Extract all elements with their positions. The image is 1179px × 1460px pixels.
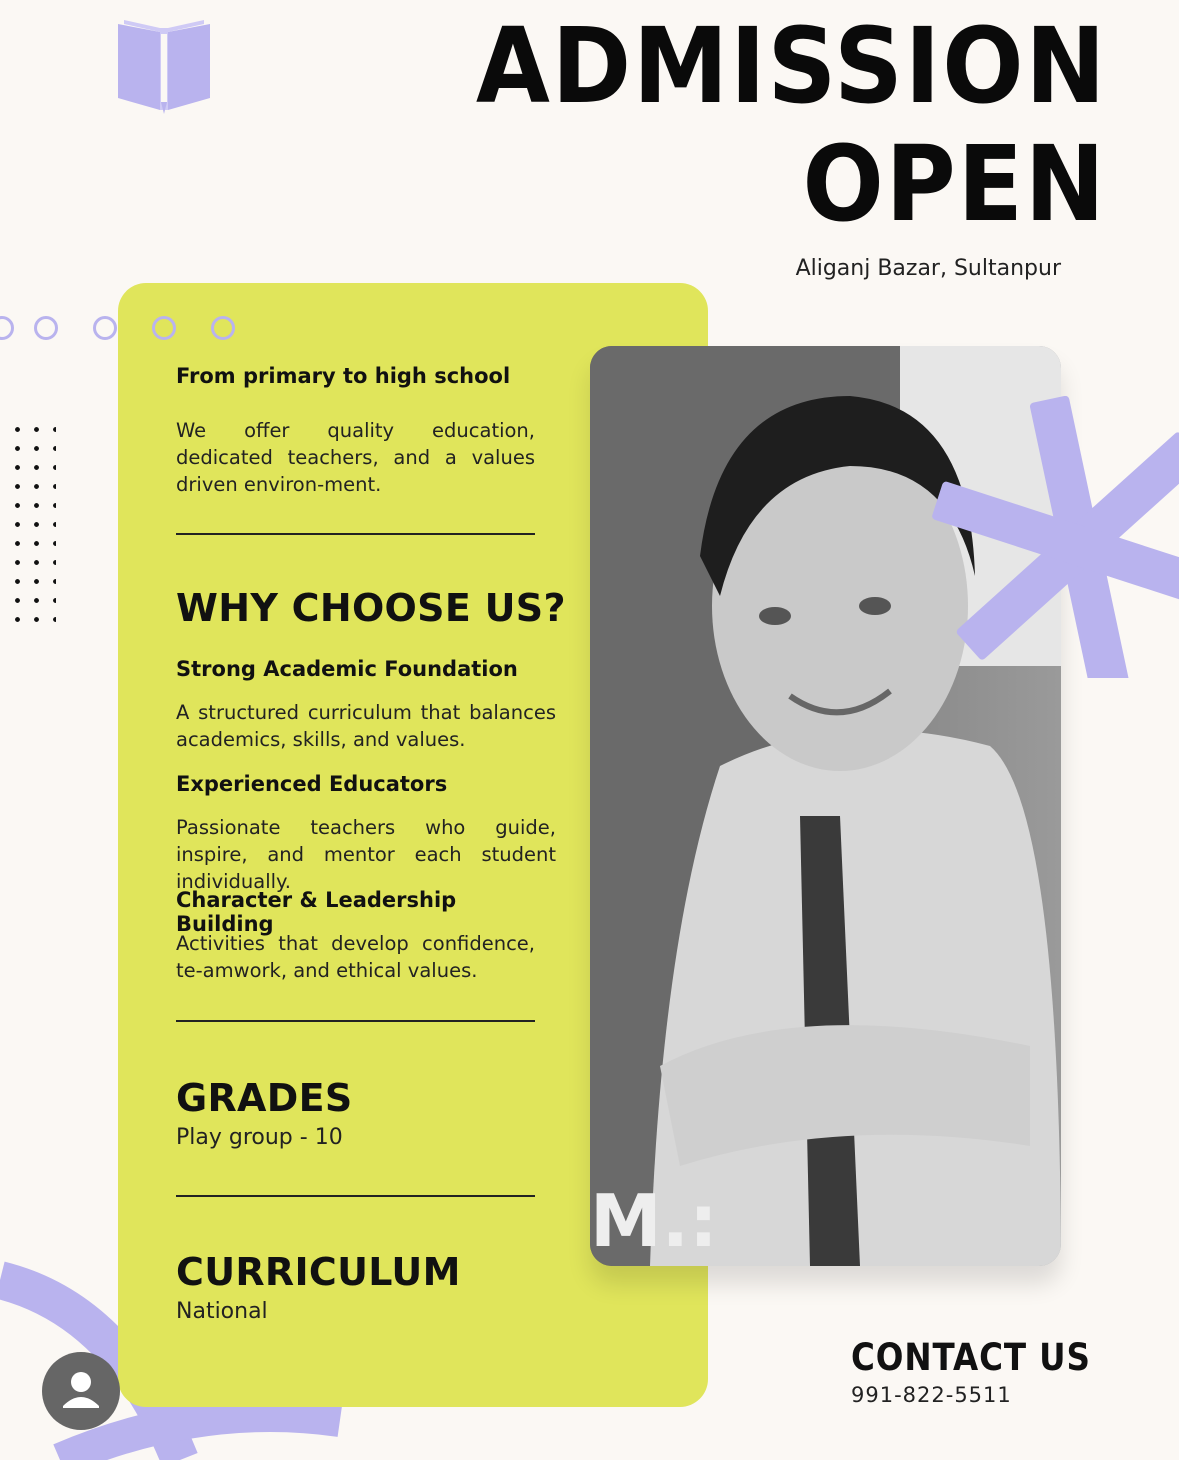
feature-title: Strong Academic Foundation	[176, 657, 518, 681]
feature-text: A structured curriculum that balances academics, skills, and values.	[176, 701, 556, 751]
decorative-ring	[211, 316, 235, 340]
decorative-ring	[34, 316, 58, 340]
user-avatar-icon	[42, 1352, 120, 1430]
page-title-line-1: ADMISSION	[475, 5, 1107, 127]
divider	[176, 1020, 535, 1022]
feature-text: Activities that develop confidence, te-amwork, and ethical values.	[176, 932, 535, 982]
location-text: Aliganj Bazar, Sultanpur	[795, 256, 1061, 281]
divider	[176, 1195, 535, 1197]
decorative-ring	[152, 316, 176, 340]
user-avatar-button[interactable]	[42, 1352, 120, 1430]
contact-heading: CONTACT US	[851, 1336, 1091, 1379]
feature-title: Character & Leadership Building	[176, 888, 457, 936]
feature-title: Experienced Educators	[176, 772, 448, 796]
page-title-line-2: OPEN	[802, 123, 1107, 245]
grades-value: Play group - 10	[176, 1125, 343, 1150]
feature-text: Passionate teachers who guide, inspire, and mentor each student individually.	[176, 816, 556, 893]
decorative-dot-grid	[8, 420, 56, 632]
decorative-ring	[0, 316, 14, 340]
intro-heading: From primary to high school	[176, 364, 511, 388]
decorative-ring	[93, 316, 117, 340]
why-heading: WHY CHOOSE US?	[176, 586, 566, 630]
intro-text: We offer quality education, dedicated teachers, and a values driven environ-ment.	[176, 419, 535, 496]
contact-phone: 991-822-5511	[851, 1383, 1012, 1407]
divider	[176, 533, 535, 535]
book-icon	[116, 18, 212, 116]
asterisk-star-icon	[930, 396, 1179, 678]
grades-heading: GRADES	[176, 1076, 353, 1120]
curriculum-heading: CURRICULUM	[176, 1250, 461, 1294]
curriculum-value: National	[176, 1299, 268, 1324]
svg-text:M.:: M.:	[590, 1179, 718, 1263]
